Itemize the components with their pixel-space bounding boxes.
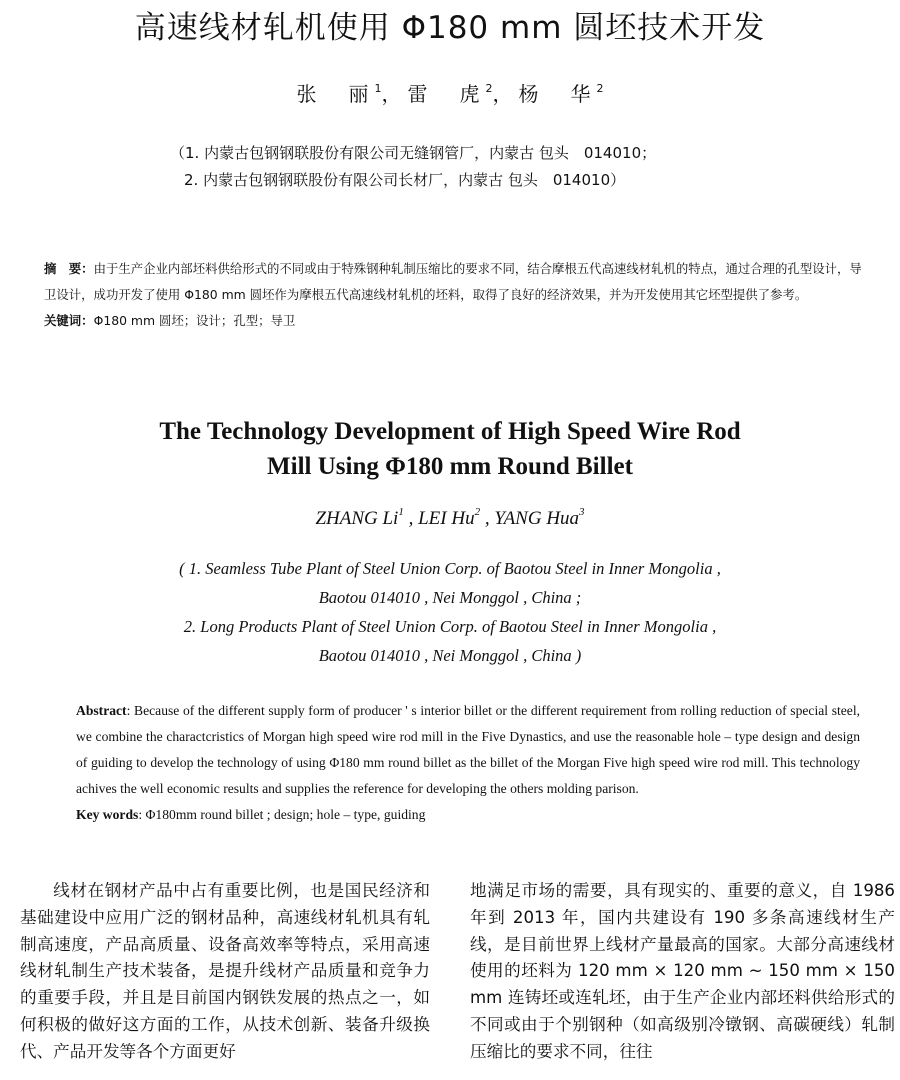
author-sup: 2: [474, 506, 481, 518]
author-sup: 1: [398, 506, 404, 518]
keywords-label: 关键词：: [44, 313, 94, 328]
abstract-text: 由于生产企业内部坯料供给形式的不同或由于特殊钢种轧制压缩比的要求不同，结合摩根五代高速线材轧机的特点，通过合理的孔型设计，导卫设计，成功开发了使用 Φ180 mm 圆坯作为摩根五代高速线材轧机的坯料，取得了良好的经济效果，并为开发使用其它坯型提供了参考。: [44, 261, 862, 302]
author-name: 雷 虎: [407, 82, 486, 106]
author-name: 杨 华: [518, 82, 597, 106]
author-name: ZHANG Li: [315, 508, 399, 529]
author-name: 张 丽: [296, 82, 375, 106]
body-right-column: 地满足市场的需要，具有现实的、重要的意义，自 1986 年到 2013 年，国内共建设有 190 多条高速线材生产线，是目前世界上线材产量最高的国家。大部分高速线材使用的坯料为 120 mm × 120 mm ~ 150 mm × 150 mm 连铸坯或连轧坯，由于生产企业内部坯料供给形式的不同或由于个别钢种（如高级别冷镦钢、高碳硬线）轧制压缩比的要求不同，往往: [470, 881, 895, 1061]
abstract-label: 摘 要：: [44, 261, 94, 276]
chinese-affiliations: [170, 140, 810, 194]
english-title: [0, 414, 900, 484]
author-sup: 2: [596, 82, 604, 95]
english-keywords: [76, 802, 860, 828]
affiliation-line: 2. Long Products Plant of Steel Union Corp. of Baotou Steel in Inner Mongolia ,: [183, 617, 717, 636]
english-authors: ZHANG Li$^1$ , LEI Hu$^2$ , YANG Hua$^3$: [315, 506, 585, 529]
chinese-abstract: [44, 256, 864, 334]
english-title-line: The Technology Development of High Speed Wire Rod: [159, 418, 741, 445]
affiliation-line: （1. 内蒙古包钢钢联股份有限公司无缝钢管厂，内蒙古 包头 014010；: [170, 144, 657, 162]
affiliation-line: Baotou 014010 , Nei Monggol , China ;: [318, 588, 582, 607]
abstract-label: Abstract: [76, 703, 127, 718]
keywords-text: Φ180 mm 圆坯；设计；孔型；导卫: [93, 313, 296, 328]
body-left-column: 线材在钢材产品中占有重要比例，也是国民经济和基础建设中应用广泛的钢材品种，高速线材轧机具有轧制高速度，产品高质量、设备高效率等特点，采用高速线材轧制生产技术装备，是提升线材产品质量和竞争力的重要手段，并且是目前国内钢铁发展的热点之一，如何积极的做好这方面的工作，从技术创新、装备升级换代、产品开发等各个方面更好: [20, 881, 430, 1061]
keywords-text: : Φ180mm round billet ; design; hole – type, guiding: [138, 807, 426, 822]
abstract-text: : Because of the different supply form of producer ' s interior billet or the different requirement from rolling reduction of special steel, we combine the charactcristics of Morgan high speed wire rod mill in the Five Dynastics, and use the reasonable hole – type design and design of guiding to develop the technology of using Φ180 mm round billet as the billet of the Morgan Five high speed wire rod mill. This technology achives the well economic results and supplies the reference for developing the others molding parison.: [76, 703, 860, 796]
chinese-keywords: [44, 308, 864, 334]
affiliation-line: Baotou 014010 , Nei Monggol , China ): [318, 646, 582, 665]
english-title-line: Mill Using Φ180 mm Round Billet: [267, 453, 633, 480]
author-sup: 2: [485, 82, 493, 95]
author-sup: 3: [579, 506, 585, 518]
chinese-authors: 张 丽$^1$，雷 虎$^2$，杨 华$^2$: [296, 82, 604, 106]
keywords-label: Key words: [76, 807, 139, 822]
author-sup: 1: [374, 82, 382, 95]
english-affiliations: [0, 554, 900, 670]
english-abstract-paragraph: [76, 698, 860, 802]
affiliation-line: 2. 内蒙古包钢钢联股份有限公司长材厂，内蒙古 包头 014010）: [184, 171, 626, 189]
affiliation-line: ( 1. Seamless Tube Plant of Steel Union Corp. of Baotou Steel in Inner Mongolia ,: [179, 559, 721, 578]
author-name: LEI Hu: [418, 508, 475, 529]
chinese-title: 高速线材轧机使用 Φ180 mm 圆坯技术开发: [134, 10, 766, 46]
author-name: YANG Hua: [494, 508, 580, 529]
english-abstract: [76, 698, 860, 828]
chinese-abstract-paragraph: [44, 256, 864, 308]
